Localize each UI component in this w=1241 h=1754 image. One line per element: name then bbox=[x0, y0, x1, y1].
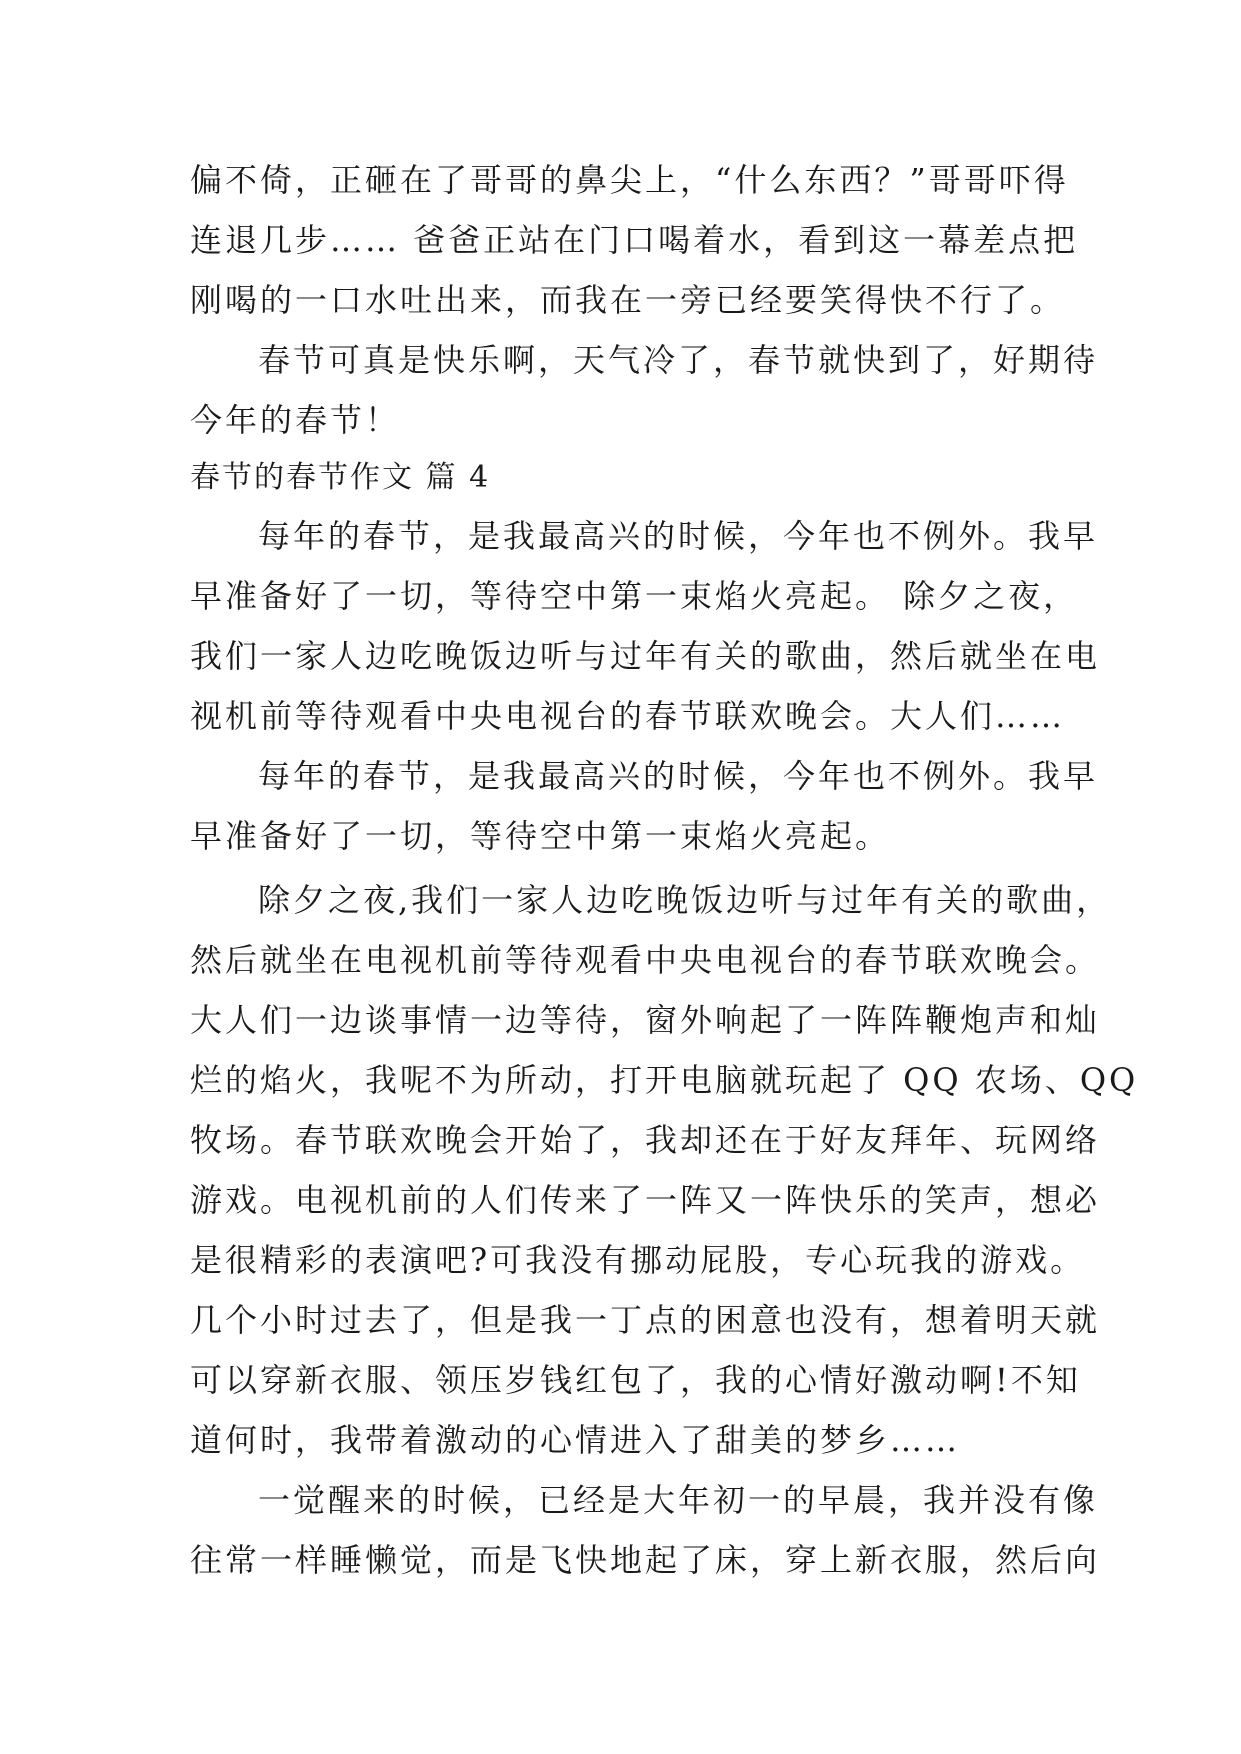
text-line: 烂的焰火，我呢不为所动，打开电脑就玩起了 QQ 农场、QQ bbox=[190, 1061, 1139, 1099]
document-page bbox=[190, 150, 1139, 1590]
text-line: 牧场。春节联欢晚会开始了，我却还在于好友拜年、玩网络 bbox=[190, 1121, 1101, 1159]
text-line: 然后就坐在电视机前等待观看中央电视台的春节联欢晚会。 bbox=[190, 941, 1101, 979]
text-line: 偏不倚，正砸在了哥哥的鼻尖上，“什么东西？”哥哥吓得 bbox=[190, 161, 1069, 199]
summary-paragraph bbox=[190, 506, 1101, 746]
intro-paragraph bbox=[190, 150, 1079, 330]
section-heading: 春节的春节作文 篇 4 bbox=[190, 460, 491, 495]
text-line: 早准备好了一切，等待空中第一束焰火亮起。 除夕之夜， bbox=[190, 577, 1079, 615]
text-line: 一觉醒来的时候，已经是大年初一的早晨，我并没有像 bbox=[258, 1481, 1099, 1519]
text-line: 往常一样睡懒觉，而是飞快地起了床，穿上新衣服，然后向 bbox=[190, 1541, 1101, 1579]
text-line: 连退几步…… 爸爸正站在门口喝着水，看到这一幕差点把 bbox=[190, 221, 1079, 259]
closing-paragraph bbox=[190, 330, 1099, 450]
paragraph-1 bbox=[190, 746, 1099, 866]
paragraph-3 bbox=[190, 1470, 1101, 1590]
text-line: 视机前等待观看中央电视台的春节联欢晚会。大人们…… bbox=[190, 697, 1066, 735]
text-line: 每年的春节，是我最高兴的时候，今年也不例外。我早 bbox=[258, 517, 1099, 555]
text-line: 大人们一边谈事情一边等待，窗外响起了一阵阵鞭炮声和灿 bbox=[190, 1001, 1101, 1039]
paragraph-2 bbox=[190, 870, 1139, 1470]
text-line: 早准备好了一切，等待空中第一束焰火亮起。 bbox=[190, 817, 891, 855]
text-line: 道何时，我带着激动的心情进入了甜美的梦乡…… bbox=[190, 1421, 961, 1459]
text-line: 刚喝的一口水吐出来，而我在一旁已经要笑得快不行了。 bbox=[190, 281, 1066, 319]
text-line: 几个小时过去了，但是我一丁点的困意也没有，想着明天就 bbox=[190, 1301, 1101, 1339]
text-line: 是很精彩的表演吧?可我没有挪动屁股，专心玩我的游戏。 bbox=[190, 1241, 1086, 1279]
text-line: 每年的春节，是我最高兴的时候，今年也不例外。我早 bbox=[258, 757, 1099, 795]
text-line: 今年的春节！ bbox=[190, 401, 401, 439]
text-line: 我们一家人边吃晚饭边听与过年有关的歌曲，然后就坐在电 bbox=[190, 637, 1101, 675]
text-line: 春节可真是快乐啊，天气冷了，春节就快到了，好期待 bbox=[258, 341, 1099, 379]
text-line: 除夕之夜,我们一家人边吃晚饭边听与过年有关的歌曲， bbox=[258, 881, 1112, 919]
text-line: 可以穿新衣服、领压岁钱红包了，我的心情好激动啊!不知 bbox=[190, 1361, 1081, 1399]
text-line: 游戏。电视机前的人们传来了一阵又一阵快乐的笑声，想必 bbox=[190, 1181, 1101, 1219]
